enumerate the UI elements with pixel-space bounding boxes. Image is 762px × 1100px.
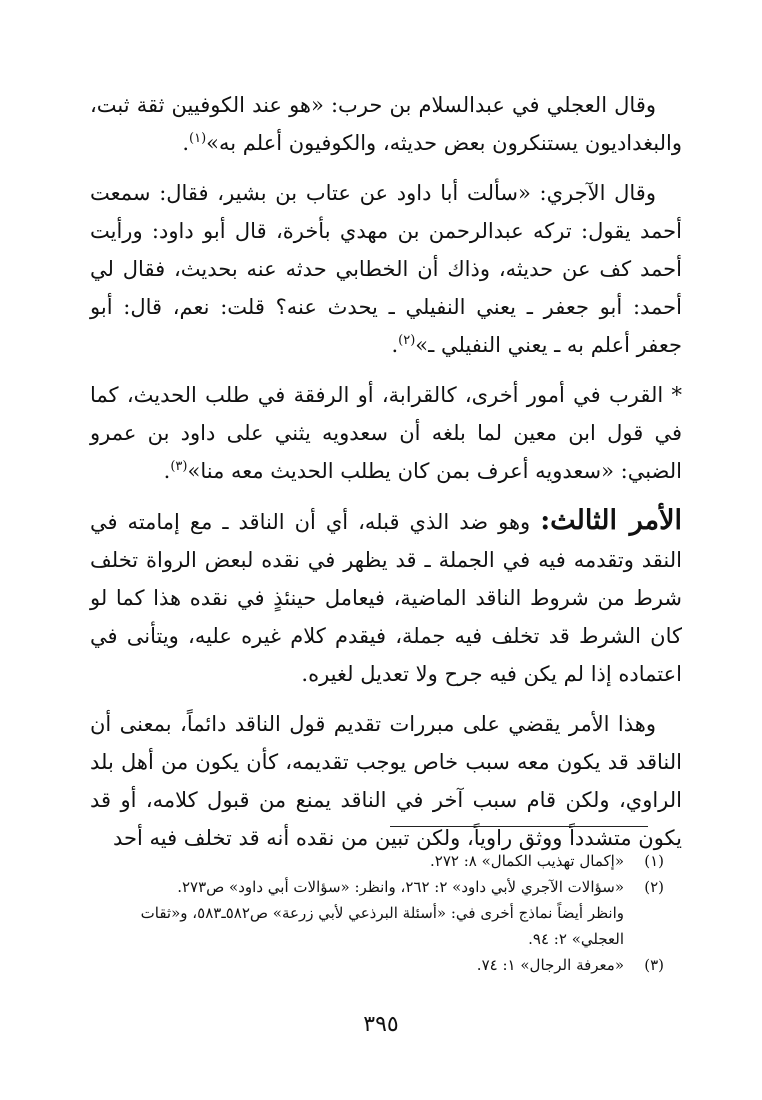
- paragraph-ajli: [90, 86, 682, 162]
- page-number: ٣٩٥: [363, 1012, 399, 1037]
- paragraph-justifications-text: وهذا الأمر يقضي على مبررات تقديم قول الناقد دائماً، بمعنى أن الناقد قد يكون معه سبب خاص يوجب تقديمه، كأن يكون من أهل بلد الراوي، ولكن قام سبب آخر في الناقد يمنع من قبول كلامه، أو قد يكون متشدداً ووثق راوياً، ولكن تبين من نقده أنه قد تخلف فيه أحد: [90, 712, 682, 850]
- footnote-number: (٣): [644, 956, 664, 974]
- paragraph-ajli-text: وقال العجلي في عبدالسلام بن حرب: «هو عند الكوفيين ثقة ثبت، والبغداديون يستنكرون بعض حديثه، والكوفيون أعلم به»: [90, 93, 682, 155]
- paragraph-end-mark: .: [391, 333, 399, 357]
- paragraph-ajurri: [90, 174, 682, 364]
- footnote-3: [96, 952, 664, 978]
- footnote-text: [96, 848, 624, 874]
- paragraph-ajurri-text: وقال الآجري: «سألت أبا داود عن عتاب بن بشير، فقال: سمعت أحمد يقول: تركه عبدالرحمن بن مهدي بأخرة، قال أبو داود: ورأيت أحمد كف عن حديثه، وذاك أن الخطابي حدثه عنه بحديث، فقال لي أحمد: أبو جعفر ـ يعني النفيلي ـ يحدث عنه؟ قلت: نعم، قال: أبو جعفر أعلم به ـ يعني النفيلي ـ»: [90, 181, 683, 357]
- section-heading: الأمر الثالث:: [540, 505, 682, 536]
- footnotes: [96, 848, 664, 978]
- footnote-line: وانظر أيضاً نماذج أخرى في: «أسئلة البرذعي لأبي زرعة» ص٥٨٢ـ٥٨٣، و«ثقات العجلي» ٢: ٩٤.: [140, 904, 624, 948]
- paragraph-proximity: [90, 376, 682, 490]
- footnote-line: «معرفة الرجال» ١: ٧٤.: [476, 956, 624, 974]
- footnote-number: (٢): [644, 878, 664, 896]
- footnote-text: [96, 874, 624, 952]
- main-text: [90, 86, 682, 869]
- paragraph-end-mark: .: [163, 459, 171, 483]
- footnote-ref-2: (٢): [398, 333, 416, 348]
- paragraph-end-mark: .: [182, 131, 189, 155]
- paragraph-third-matter: [90, 502, 682, 693]
- footnote-text: [96, 952, 624, 978]
- footnote-2: [96, 874, 664, 952]
- footnote-number: (١): [644, 852, 664, 870]
- paragraph-proximity-text: * القرب في أمور أخرى، كالقرابة، أو الرفقة في طلب الحديث، كما في قول ابن معين لما بلغه أن سعدويه يثني على داود بن عمرو الضبي: «سعدويه أعرف بمن كان يطلب الحديث معه منا»: [90, 383, 682, 483]
- footnote-ref-3: (٣): [170, 459, 188, 474]
- footnote-line: «إكمال تهذيب الكمال» ٨: ٢٧٢.: [430, 852, 624, 870]
- footnote-line: «سؤالات الآجري لأبي داود» ٢: ٢٦٢، وانظر: «سؤالات أبي داود» ص٢٧٣.: [177, 878, 624, 896]
- footnote-ref-1: (١): [189, 131, 207, 146]
- footnote-divider: [390, 826, 648, 827]
- paragraph-justifications: [90, 705, 682, 857]
- footnote-1: [96, 848, 664, 874]
- paragraph-third-matter-text: وهو ضد الذي قبله، أي أن الناقد ـ مع إمامته في النقد وتقدمه فيه في الجملة ـ قد يظهر في نقده لبعض الرواة تخلف شرط من شروط الناقد الماضية، فيعامل حينئذٍ في نقده هذا كما لو كان الشرط قد تخلف فيه جملة، فيقدم كلام غيره عليه، ويتأنى في اعتماده إذا لم يكن فيه جرح ولا تعديل لغيره.: [90, 510, 683, 686]
